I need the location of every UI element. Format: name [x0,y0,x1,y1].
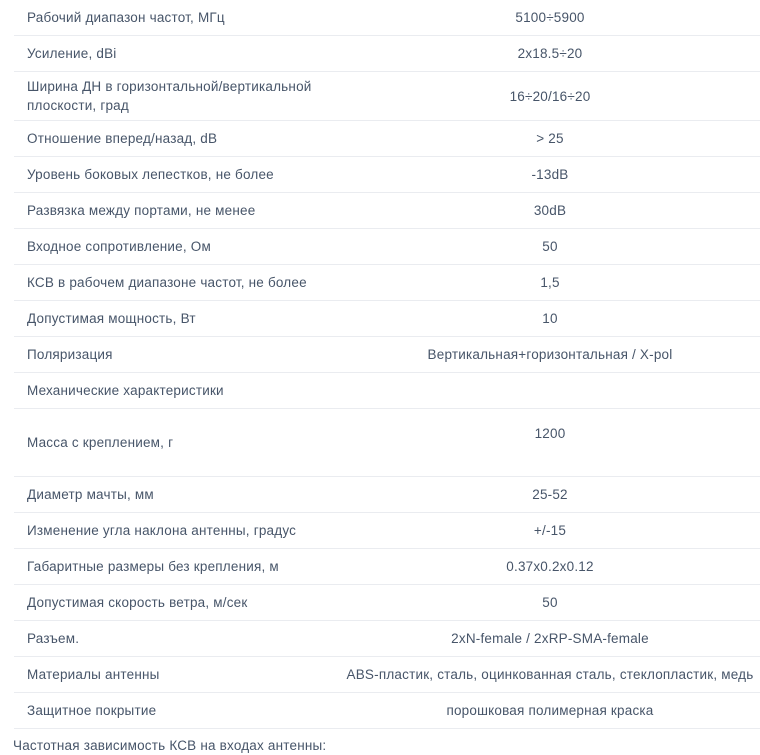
spec-label: Габаритные размеры без крепления, м [27,559,279,574]
table-row [14,301,760,337]
spec-label: Механические характеристики [27,383,224,398]
table-row [14,513,760,549]
table-row [14,693,760,729]
spec-label: Масса с креплением, г [27,435,174,450]
table-row [14,229,760,265]
spec-label: Изменение угла наклона антенны, градус [27,523,297,538]
spec-value: 50 [542,595,558,610]
table-row [14,36,760,72]
spec-value: 1,5 [540,275,560,290]
spec-value: +/-15 [533,523,567,538]
table-row [14,477,760,513]
table-row [14,193,760,229]
spec-value: 5100÷5900 [515,10,585,25]
spec-label: Отношение вперед/назад, dB [27,131,218,146]
table-row [14,265,760,301]
spec-value: 10 [542,311,558,326]
spec-label: Допустимая скорость ветра, м/сек [27,595,248,610]
spec-label: Ширина ДН в горизонтальной/вертикальной плоскости, град [27,79,312,113]
spec-label: Диаметр мачты, мм [27,487,154,502]
table-row [14,0,760,36]
spec-label: КСВ в рабочем диапазоне частот, не более [27,275,307,290]
spec-value: 50 [542,239,558,254]
spec-label: Разъем. [27,631,80,646]
table-row [14,549,760,585]
spec-label: Уровень боковых лепестков, не более [27,167,274,182]
spec-value: 30dB [533,203,567,218]
spec-value: 16÷20/16÷20 [509,88,591,104]
spec-value: порошковая полимерная краска [446,703,654,718]
spec-label: Допустимая мощность, Вт [27,311,196,326]
spec-value: 2x18.5÷20 [517,46,583,61]
spec-label: Защитное покрытие [27,703,157,718]
spec-label: Рабочий диапазон частот, МГц [27,10,225,25]
spec-value: -13dB [531,167,569,182]
spec-label: Развязка между портами, не менее [27,203,256,218]
spec-label: Поляризация [27,347,113,362]
table-row [14,121,760,157]
table-row [14,337,760,373]
table-row [14,409,760,477]
spec-label: Материалы антенны [27,667,160,682]
spec-value: 0.37x0.2x0.12 [506,559,594,574]
table-row [14,373,760,409]
table-row [14,157,760,193]
spec-value: Вертикальная+горизонтальная / X-pol [427,347,673,362]
spec-value: 25-52 [532,487,568,502]
table-row [14,657,760,693]
spec-value: > 25 [536,131,564,146]
footer-note: Частотная зависимость КСВ на входах антенны: [13,738,327,753]
spec-value: 1200 [534,426,566,441]
spec-value: ABS-пластик, сталь, оцинкованная сталь, стеклопластик, медь [346,667,754,682]
table-row [14,621,760,657]
table-row [14,585,760,621]
spec-label: Входное сопротивление, Ом [27,239,211,254]
spec-label: Усиление, dBi [27,46,117,61]
spec-value: 2xN-female / 2xRP-SMA-female [451,631,649,646]
table-row [14,72,760,121]
